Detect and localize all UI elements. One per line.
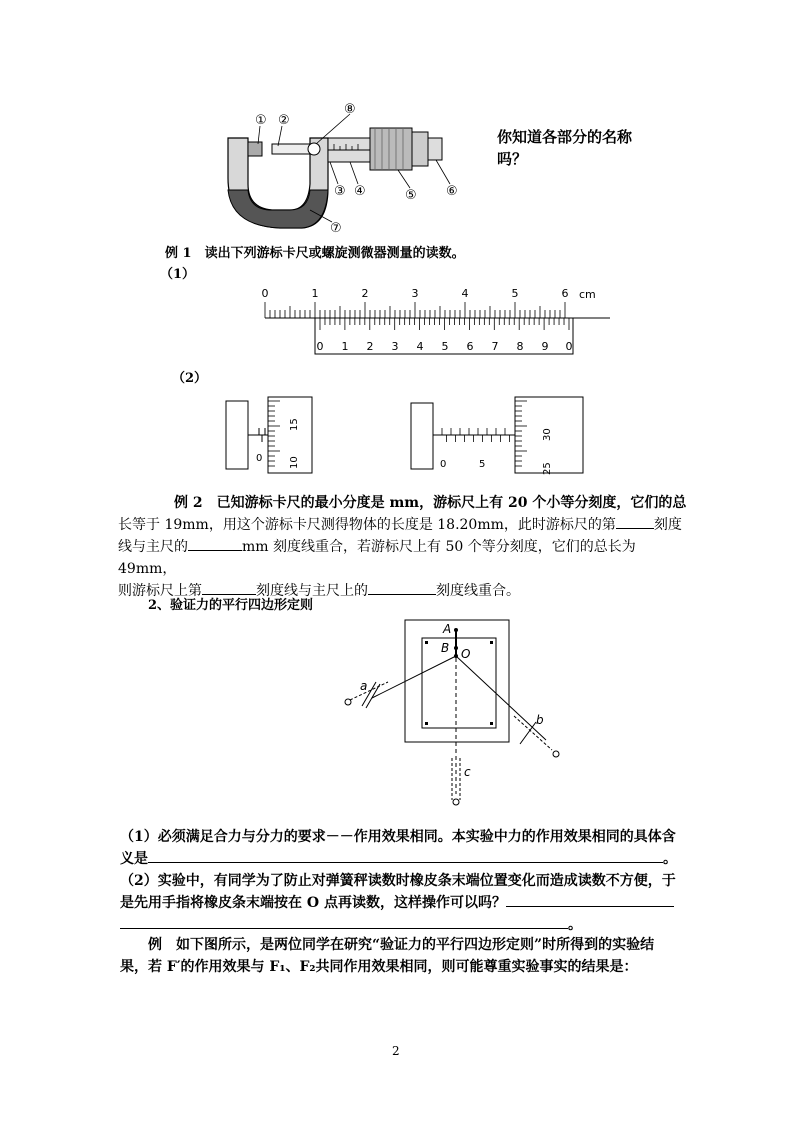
vernier-label: 5 xyxy=(441,340,449,353)
example2-line4a: 则游标尺上第 xyxy=(118,583,202,599)
vernier-label: 7 xyxy=(491,340,499,353)
main-scale-unit: cm xyxy=(579,288,596,301)
example3-paragraph xyxy=(120,934,690,978)
q2-answer-blank-1[interactable] xyxy=(506,892,674,907)
example2-paragraph xyxy=(118,492,688,602)
blank-main-line-2[interactable] xyxy=(368,580,436,595)
screw2-thimble-label: 25 xyxy=(542,462,553,475)
part-label-4: ④ xyxy=(354,184,366,199)
part-label-3: ③ xyxy=(334,184,346,199)
point-O-label: O xyxy=(461,647,471,661)
q2-end: 。 xyxy=(568,917,582,933)
questions-block xyxy=(120,826,690,936)
vernier-label: 6 xyxy=(466,340,474,353)
main-scale-label: 4 xyxy=(461,287,469,300)
main-scale-label: 0 xyxy=(261,287,269,300)
balance-b-label: b xyxy=(536,713,544,727)
q2-line1: （2）实验中，有同学为了防止对弹簧秤读数时橡皮条末端位置变化而造成读数不方便，于 xyxy=(120,873,676,889)
screw2-sleeve-label: 5 xyxy=(479,459,486,470)
micrometer-question: 你知道各部分的名称吗？ xyxy=(497,128,633,168)
vernier-label: 0 xyxy=(565,340,573,353)
example2-line3b: mm 刻度线重合，若游标尺上有 50 个等分刻度，它们的总长为 49mm， xyxy=(118,539,636,577)
screw1-thimble-label: 15 xyxy=(289,418,300,431)
part-label-2: ② xyxy=(278,113,290,128)
part-label-5: ⑤ xyxy=(405,188,417,203)
main-scale-label: 5 xyxy=(511,287,519,300)
point-B-label: B xyxy=(441,641,450,655)
example1-title: 例 1 读出下列游标卡尺或螺旋测微器测量的读数。 xyxy=(165,246,465,261)
balance-a-label: a xyxy=(360,679,368,693)
example2-line3a: 线与主尺的 xyxy=(118,539,188,555)
example2-line2b: 刻度 xyxy=(653,517,682,533)
screw2-thimble-label: 30 xyxy=(542,428,553,441)
screw1-sleeve-label: 0 xyxy=(256,453,263,464)
vernier-label: 0 xyxy=(316,340,324,353)
example2-line2a: 长等于 19mm，用这个游标卡尺测得物体的长度是 18.20mm，此时游标尺的第 xyxy=(118,517,616,533)
main-scale-label: 6 xyxy=(561,287,569,300)
force-parallelogram-diagram xyxy=(340,618,570,808)
main-scale-label: 2 xyxy=(361,287,369,300)
part-label-8: ⑧ xyxy=(344,102,356,117)
part-label-6: ⑥ xyxy=(446,184,458,199)
example3-line2: 果，若 F′的作用效果与 F₁、F₂共同作用效果相同，则可能尊重实验事实的结果是： xyxy=(120,959,638,975)
q2-answer-blank-2[interactable] xyxy=(120,914,568,929)
point-A-label: A xyxy=(443,622,452,636)
example2-line4c: 刻度线重合。 xyxy=(436,583,520,599)
screw1-thimble-label: 10 xyxy=(289,456,300,469)
q2-line2: 是先用手指将橡皮条末端按在 O 点再读数，这样操作可以吗？ xyxy=(120,895,506,911)
vernier-label: 9 xyxy=(541,340,549,353)
example1-part2: （2） xyxy=(172,371,208,386)
micrometer-diagram xyxy=(210,98,480,238)
section2-heading: 2、验证力的平行四边形定则 xyxy=(148,598,314,613)
q1-line2: 义是 xyxy=(120,851,148,867)
vernier-label: 8 xyxy=(516,340,524,353)
vernier-label: 3 xyxy=(391,340,399,353)
balance-c-label: c xyxy=(464,765,471,779)
screw2-sleeve-label: 0 xyxy=(440,459,447,470)
part-label-1: ① xyxy=(255,113,267,128)
part-label-7: ⑦ xyxy=(330,221,342,236)
vernier-label: 2 xyxy=(366,340,374,353)
blank-vernier-line-2[interactable] xyxy=(202,580,256,595)
main-scale-label: 3 xyxy=(411,287,419,300)
blank-vernier-line[interactable] xyxy=(616,514,654,529)
q1-end: 。 xyxy=(663,851,677,867)
example2-line4b: 刻度线与主尺上的 xyxy=(256,583,368,599)
vernier-caliper xyxy=(255,282,625,362)
screw-gauge-2 xyxy=(410,395,585,475)
q1-answer-blank[interactable] xyxy=(148,848,663,863)
example2-line1: 例 2 已知游标卡尺的最小分度是 mm，游标尺上有 20 个小等分刻度，它们的总 xyxy=(174,495,687,511)
vernier-label: 1 xyxy=(341,340,349,353)
vernier-label: 4 xyxy=(416,340,424,353)
blank-main-mm[interactable] xyxy=(188,536,242,551)
example1-part1: （1） xyxy=(160,267,196,282)
screw-gauge-1 xyxy=(225,395,315,475)
q1-line1: （1）必须满足合力与分力的要求－－作用效果相同。本实验中力的作用效果相同的具体含 xyxy=(120,829,676,845)
example3-line1: 例 如下图所示，是两位同学在研究“验证力的平行四边形定则”时所得到的实验结 xyxy=(148,937,655,953)
main-scale-label: 1 xyxy=(311,287,319,300)
page-number: 2 xyxy=(392,1044,400,1058)
